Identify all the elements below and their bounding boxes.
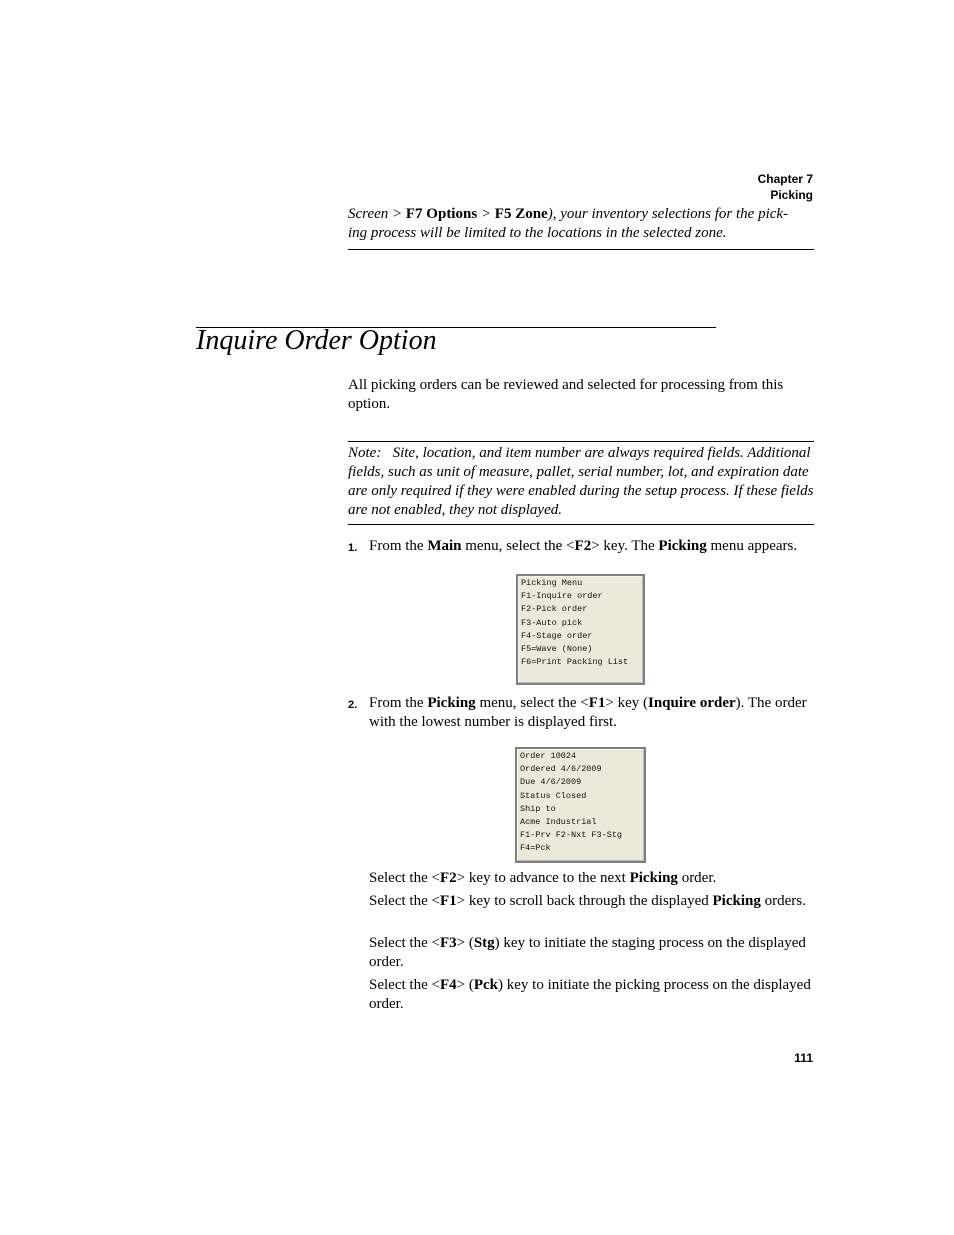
cont-text-4: ing process will be limited to the locations in the selected zone. [348, 225, 727, 241]
para-text: order. [677, 870, 717, 886]
instruction-paragraph [369, 934, 814, 972]
screen-line: F4-Stage order [521, 630, 593, 641]
instruction-paragraph [369, 976, 814, 1014]
screen-line: F5=Wave (None) [521, 644, 593, 655]
para-bold: Picking [712, 893, 761, 909]
para-bold: F2 [439, 870, 457, 886]
step-text: > key ( [605, 695, 648, 711]
screen-line: Order 10024 [520, 751, 577, 761]
para-text: ) key to initiate the picking process on the displayed order. [369, 977, 811, 1012]
step-bold: Inquire order [648, 695, 736, 711]
step-text: menu, select the < [475, 695, 589, 711]
continuation-paragraph [348, 205, 814, 250]
note-label: Note: [348, 445, 382, 461]
step-number: 1. [348, 542, 358, 554]
para-bold: Picking [629, 870, 678, 886]
step-2 [348, 694, 814, 732]
para-text: ) key to initiate the staging process on the displayed order. [369, 935, 806, 970]
cont-text-3: ), your inventory selections for the pick- [547, 206, 789, 222]
screen-line: F2-Pick order [521, 604, 588, 615]
screen-line: Picking Menu [521, 578, 583, 588]
para-text: Select the < [369, 870, 440, 886]
step-text: From the [369, 538, 428, 554]
cont-bold-1: F7 Options [405, 206, 478, 222]
screen-line: Status Closed [520, 790, 587, 801]
para-text: > key to scroll back through the displayed [456, 893, 713, 909]
step-text: > key. The [591, 538, 659, 554]
step-number: 2. [348, 699, 358, 711]
page-number: 111 [794, 1051, 813, 1065]
step-bold: Main [427, 538, 462, 554]
instruction-paragraph [369, 869, 814, 888]
step-bold: F1 [588, 695, 606, 711]
para-text: > key to advance to the next [456, 870, 630, 886]
para-bold: F1 [439, 893, 457, 909]
section-title: Inquire Order Option [196, 325, 437, 356]
note-text: Site, location, and item number are always required fields. Additional fields, such as unit of measure, pallet, serial number, lot, and expiration date are only required if they were enabled during the setup process. If these fields are not enabled, they not displayed. [348, 445, 814, 518]
note-block [348, 441, 814, 525]
screen-line: F1-Inquire order [521, 591, 603, 602]
cont-text-1: Screen > [348, 206, 406, 222]
step-text: menu, select the < [461, 538, 575, 554]
para-bold: F4 [439, 977, 457, 993]
screen-line: F4=Pck [520, 843, 551, 854]
para-bold: Stg [473, 935, 495, 951]
step-bold: F2 [574, 538, 592, 554]
cont-text-2: > [477, 206, 495, 222]
para-text: > ( [456, 977, 474, 993]
para-text: Select the < [369, 893, 440, 909]
instruction-paragraph [369, 892, 814, 911]
screen-line: Ship to [520, 803, 556, 814]
step-text: From the [369, 695, 428, 711]
para-bold: F3 [439, 935, 457, 951]
screen-line: Ordered 4/6/2009 [520, 764, 602, 775]
para-text: orders. [760, 893, 806, 909]
screen-line: F1-Prv F2-Nxt F3-Stg [520, 830, 623, 841]
para-text: > ( [456, 935, 474, 951]
picking-menu-screen [516, 574, 645, 685]
order-inquiry-screen [515, 747, 646, 863]
step-text: ). The order with the lowest number is displayed first. [369, 695, 807, 730]
cont-bold-2: F5 Zone [494, 206, 548, 222]
screen-line: F6=Print Packing List [521, 657, 629, 668]
step-text: menu appears. [706, 538, 798, 554]
step-1 [348, 537, 814, 556]
section-label: Picking [770, 188, 813, 202]
intro-paragraph: All picking orders can be reviewed and selected for processing from this option. [348, 377, 784, 412]
running-header [758, 171, 813, 203]
para-bold: Pck [473, 977, 498, 993]
step-bold: Picking [427, 695, 476, 711]
screen-line: F3-Auto pick [521, 617, 583, 628]
step-bold: Picking [658, 538, 707, 554]
para-text: Select the < [369, 935, 440, 951]
screen-line: Due 4/6/2009 [520, 777, 582, 788]
screen-line: Acme Industrial [520, 817, 597, 828]
para-text: Select the < [369, 977, 440, 993]
chapter-label: Chapter 7 [757, 172, 813, 186]
